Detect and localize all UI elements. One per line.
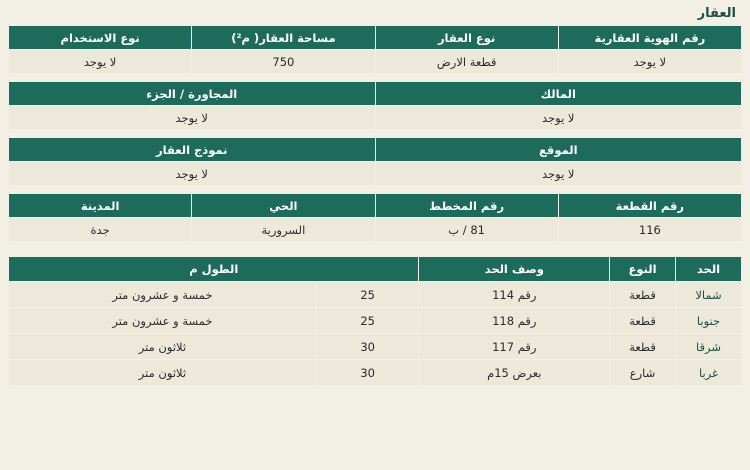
- property-bounds-table: [8, 256, 742, 386]
- value-district: السرورية: [192, 218, 375, 242]
- table-row: [9, 308, 742, 334]
- header-bound-description: وصف الحد: [419, 257, 610, 282]
- bound-description: رقم 118: [419, 308, 610, 334]
- table-row: [9, 360, 742, 386]
- value-location: لا يوجد: [375, 162, 742, 186]
- bound-side: غربا: [676, 360, 742, 386]
- bound-side: شمالا: [676, 282, 742, 308]
- info-value-row-2: [9, 106, 742, 130]
- header-property-model: نموذج العقار: [9, 138, 376, 162]
- row-spacer: [9, 186, 742, 194]
- bound-type: قطعة: [610, 334, 676, 360]
- bound-side: شرقا: [676, 334, 742, 360]
- header-usage-type: نوع الاستخدام: [9, 26, 192, 50]
- header-parcel-number: رقم القطعة: [558, 194, 741, 218]
- bound-length-text: ثلاثون متر: [9, 334, 317, 360]
- row-spacer: [9, 130, 742, 138]
- bound-length-number: 25: [316, 282, 419, 308]
- page-title: العقار: [697, 6, 736, 21]
- header-owner: المالك: [375, 82, 742, 106]
- header-city: المدينة: [9, 194, 192, 218]
- info-header-row-1: [9, 26, 742, 50]
- value-city: جدة: [9, 218, 192, 242]
- bound-length-text: خمسة و عشرون متر: [9, 308, 317, 334]
- bounds-header-row: [9, 257, 742, 282]
- property-info-table: [8, 25, 742, 242]
- value-property-model: لا يوجد: [9, 162, 376, 186]
- bound-description: بعرض 15م: [419, 360, 610, 386]
- bound-length-number: 30: [316, 360, 419, 386]
- value-usage-type: لا يوجد: [9, 50, 192, 74]
- bound-type: قطعة: [610, 282, 676, 308]
- value-owner: لا يوجد: [375, 106, 742, 130]
- info-value-row-4: [9, 218, 742, 242]
- value-neighborhood-part: لا يوجد: [9, 106, 376, 130]
- header-district: الحي: [192, 194, 375, 218]
- header-bound-length: الطول م: [9, 257, 419, 282]
- header-bound-type: النوع: [610, 257, 676, 282]
- bound-length-number: 30: [316, 334, 419, 360]
- bound-side: جنوبا: [676, 308, 742, 334]
- header-plan-number: رقم المخطط: [375, 194, 558, 218]
- bound-description: رقم 117: [419, 334, 610, 360]
- value-plan-number: 81 / ب: [375, 218, 558, 242]
- bound-type: شارع: [610, 360, 676, 386]
- bound-length-text: خمسة و عشرون متر: [9, 282, 317, 308]
- header-real-estate-id: رقم الهوية العقارية: [558, 26, 741, 50]
- value-property-area: 750: [192, 50, 375, 74]
- bound-type: قطعة: [610, 308, 676, 334]
- info-header-row-2: [9, 82, 742, 106]
- value-parcel-number: 116: [558, 218, 741, 242]
- info-header-row-4: [9, 194, 742, 218]
- bound-length-number: 25: [316, 308, 419, 334]
- header-property-area: مساحة العقار( م²): [192, 26, 375, 50]
- table-row: [9, 334, 742, 360]
- header-bound-side: الحد: [676, 257, 742, 282]
- header-location: الموقع: [375, 138, 742, 162]
- bound-length-text: ثلاثون متر: [9, 360, 317, 386]
- row-spacer: [9, 74, 742, 82]
- header-neighborhood-part: المجاورة / الجزء: [9, 82, 376, 106]
- value-property-type: قطعة الارض: [375, 50, 558, 74]
- info-value-row-1: [9, 50, 742, 74]
- table-row: [9, 282, 742, 308]
- value-real-estate-id: لا يوجد: [558, 50, 741, 74]
- info-value-row-3: [9, 162, 742, 186]
- bound-description: رقم 114: [419, 282, 610, 308]
- header-property-type: نوع العقار: [375, 26, 558, 50]
- info-header-row-3: [9, 138, 742, 162]
